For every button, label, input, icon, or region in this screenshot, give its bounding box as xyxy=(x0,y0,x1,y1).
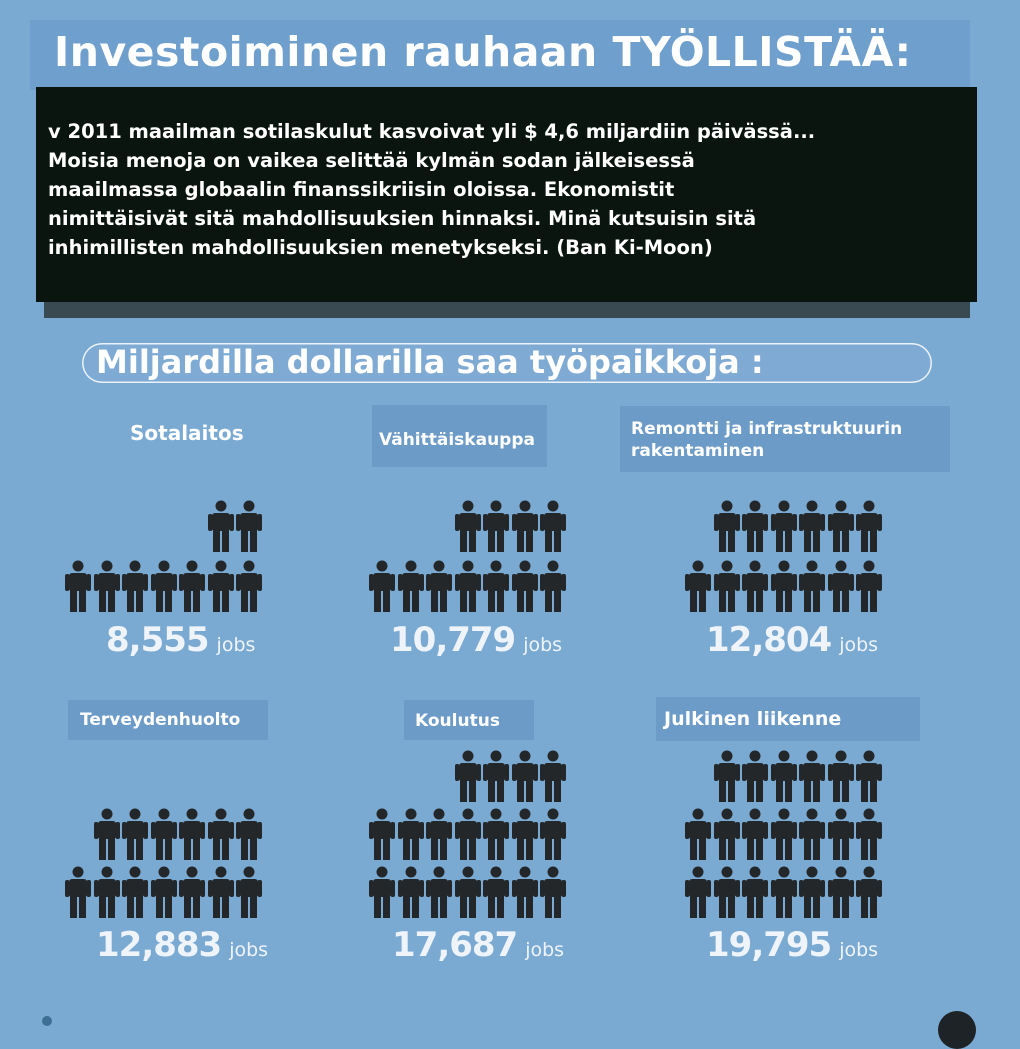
person-icon xyxy=(369,560,395,616)
footer-circle xyxy=(938,1011,976,1049)
person-icon xyxy=(236,500,262,556)
person-icon xyxy=(771,866,797,922)
person-icon xyxy=(369,866,395,922)
person-icon xyxy=(799,500,825,556)
category-label-military: Sotalaitos xyxy=(130,421,244,445)
person-icon xyxy=(540,500,566,556)
quote-box xyxy=(36,87,977,302)
person-icon xyxy=(151,866,177,922)
person-icon xyxy=(426,866,452,922)
person-icon xyxy=(714,866,740,922)
jobs-count-military xyxy=(106,620,255,660)
person-icon xyxy=(856,808,882,864)
person-icon xyxy=(856,500,882,556)
jobs-number: 12,804 xyxy=(706,620,832,660)
person-icon xyxy=(179,808,205,864)
person-icon xyxy=(426,560,452,616)
person-icon xyxy=(742,560,768,616)
person-icon xyxy=(369,808,395,864)
person-icon xyxy=(398,808,424,864)
person-icon xyxy=(94,560,120,616)
person-icon xyxy=(236,866,262,922)
person-icon xyxy=(512,500,538,556)
jobs-count-construction xyxy=(706,620,878,660)
person-icon xyxy=(685,808,711,864)
person-icon xyxy=(455,808,481,864)
person-icon xyxy=(714,750,740,806)
person-icon xyxy=(540,808,566,864)
person-icon xyxy=(540,866,566,922)
jobs-count-healthcare xyxy=(96,925,268,965)
person-icon xyxy=(742,500,768,556)
jobs-unit: jobs xyxy=(839,634,879,656)
person-icon xyxy=(771,750,797,806)
person-icon xyxy=(714,500,740,556)
jobs-number: 12,883 xyxy=(96,925,222,965)
person-icon xyxy=(799,808,825,864)
jobs-unit: jobs xyxy=(216,634,256,656)
person-icon xyxy=(208,866,234,922)
person-icon xyxy=(236,560,262,616)
person-icon xyxy=(828,500,854,556)
person-icon xyxy=(771,500,797,556)
person-icon xyxy=(122,560,148,616)
person-icon xyxy=(236,808,262,864)
person-icon xyxy=(179,866,205,922)
person-icon xyxy=(856,750,882,806)
person-icon xyxy=(685,866,711,922)
person-icon xyxy=(828,866,854,922)
person-icon xyxy=(771,560,797,616)
person-icon xyxy=(426,808,452,864)
section-title-text: Miljardilla dollarilla saa työpaikkoja : xyxy=(96,343,764,381)
jobs-unit: jobs xyxy=(525,939,565,961)
person-icon xyxy=(208,560,234,616)
person-icon xyxy=(483,808,509,864)
jobs-unit: jobs xyxy=(839,939,879,961)
person-icon xyxy=(512,750,538,806)
person-icon xyxy=(398,866,424,922)
person-icon xyxy=(122,866,148,922)
person-icon xyxy=(455,750,481,806)
person-icon xyxy=(540,560,566,616)
person-icon xyxy=(856,866,882,922)
category-label-education: Koulutus xyxy=(415,711,500,731)
category-label-transit: Julkinen liikenne xyxy=(664,708,842,730)
person-icon xyxy=(151,808,177,864)
person-icon xyxy=(512,560,538,616)
person-icon xyxy=(483,750,509,806)
footer-dot xyxy=(42,1016,52,1026)
jobs-count-education xyxy=(392,925,564,965)
category-label-construction: Remontti ja infrastruktuurin rakentaminen xyxy=(631,419,903,461)
person-icon xyxy=(828,560,854,616)
person-icon xyxy=(714,560,740,616)
person-icon xyxy=(799,750,825,806)
person-icon xyxy=(483,500,509,556)
jobs-count-transit xyxy=(706,925,878,965)
person-icon xyxy=(799,560,825,616)
jobs-number: 19,795 xyxy=(706,925,832,965)
person-icon xyxy=(398,560,424,616)
jobs-number: 8,555 xyxy=(106,620,209,660)
person-icon xyxy=(828,808,854,864)
jobs-number: 10,779 xyxy=(390,620,516,660)
person-icon xyxy=(179,560,205,616)
person-icon xyxy=(65,866,91,922)
person-icon xyxy=(856,560,882,616)
person-icon xyxy=(122,808,148,864)
person-icon xyxy=(799,866,825,922)
section-title xyxy=(82,343,932,383)
person-icon xyxy=(540,750,566,806)
person-icon xyxy=(65,560,91,616)
person-icon xyxy=(208,500,234,556)
jobs-unit: jobs xyxy=(523,634,563,656)
person-icon xyxy=(771,808,797,864)
jobs-number: 17,687 xyxy=(392,925,518,965)
person-icon xyxy=(455,866,481,922)
category-label-healthcare: Terveydenhuolto xyxy=(80,710,241,730)
person-icon xyxy=(94,866,120,922)
person-icon xyxy=(455,500,481,556)
person-icon xyxy=(512,866,538,922)
person-icon xyxy=(94,808,120,864)
person-icon xyxy=(455,560,481,616)
person-icon xyxy=(742,750,768,806)
person-icon xyxy=(483,866,509,922)
person-icon xyxy=(742,808,768,864)
page-title: Investoiminen rauhaan TYÖLLISTÄÄ: xyxy=(54,28,912,76)
person-icon xyxy=(685,560,711,616)
person-icon xyxy=(742,866,768,922)
jobs-count-retail xyxy=(390,620,562,660)
category-label-retail: Vähittäiskauppa xyxy=(379,430,535,450)
person-icon xyxy=(512,808,538,864)
person-icon xyxy=(714,808,740,864)
jobs-unit: jobs xyxy=(229,939,269,961)
person-icon xyxy=(208,808,234,864)
person-icon xyxy=(483,560,509,616)
quote-text: v 2011 maailman sotilaskulut kasvoivat yli $ 4,6 miljardiin päivässä... Moisia menoja on vaikea selittää kylmän sodan jälkeisessä maailmassa globaalin finanssikriisin oloissa. Ekonomistit nimittäisivät sitä mahdollisuuksien hinnaksi. Minä kutsuisin sitä inhimillisten mahdollisuuksien menetykseksi. (Ban Ki-Moon) xyxy=(48,120,816,259)
person-icon xyxy=(828,750,854,806)
person-icon xyxy=(151,560,177,616)
